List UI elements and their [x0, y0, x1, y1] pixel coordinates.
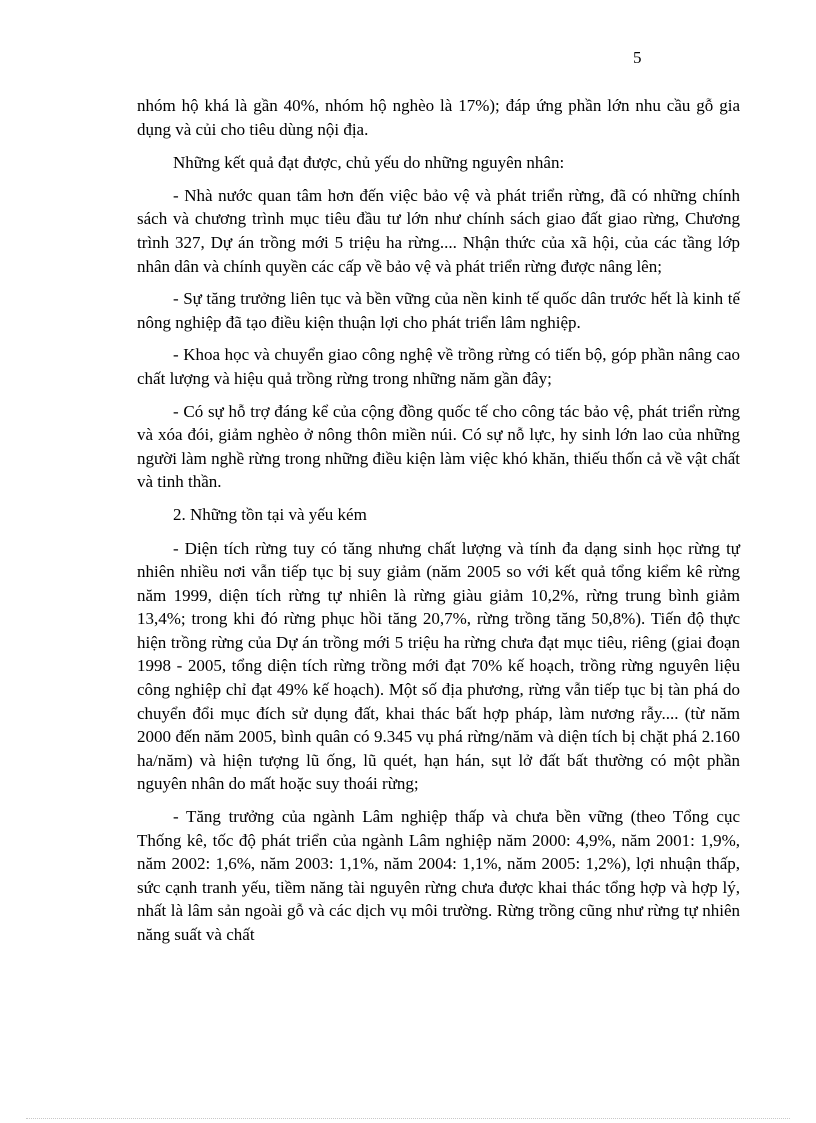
- paragraph-low-growth: - Tăng trưởng của ngành Lâm nghiệp thấp và chưa bền vững (theo Tổng cục Thống kê, tốc độ phát triển của ngành Lâm nghiệp năm 2000: 4,9%, năm 2001: 1,9%, năm 2002: 1,6%, năm 2003: 1,1%, năm 2004: 1,1%, năm 2005: 1,2%), lợi nhuận thấp, sức cạnh tranh yếu, tiềm năng tài nguyên rừng chưa được khai thác tổng hợp và hợp lý, nhất là lâm sản ngoài gỗ và các dịch vụ môi trường. Rừng trồng cũng như rừng tự nhiên năng suất và chất: [137, 807, 740, 944]
- paragraph-international-support: - Có sự hỗ trợ đáng kể của cộng đồng quốc tế cho công tác bảo vệ, phát triển rừng và xóa đói, giảm nghèo ở nông thôn miền núi. Có sự nỗ lực, hy sinh lớn lao của những người làm nghề rừng trong những điều kiện làm việc khó khăn, thiếu thốn cả về vật chất và tinh thần.: [137, 401, 740, 492]
- page-bottom-edge: [26, 1118, 790, 1119]
- paragraph-forest-quality-decline: - Diện tích rừng tuy có tăng nhưng chất lượng và tính đa dạng sinh học rừng tự nhiên nhiều nơi vẫn tiếp tục bị suy giảm (năm 2005 so với kết quả tổng kiểm kê rừng năm 1999, diện tích rừng tự nhiên là rừng giàu giảm 10,2%, rừng trung bình giảm 13,4%; trong khi đó rừng phục hồi tăng 20,7%, rừng trồng tăng 50,8%). Tiến độ thực hiện trồng rừng của Dự án trồng mới 5 triệu ha rừng chưa đạt mục tiêu, riêng (giai đoạn 1998 - 2005, tổng diện tích rừng trồng mới đạt 70% kế hoạch, trồng rừng nguyên liệu công nghiệp chỉ đạt 49% kế hoạch). Một số địa phương, rừng vẫn tiếp tục bị tàn phá do chuyển đổi mục đích sử dụng đất, khai thác bất hợp pháp, làm nương rẫy.... (từ năm 2000 đến năm 2005, bình quân có 9.345 vụ phá rừng/năm và diện tích bị chặt phá 2.160 ha/năm) và hiện tượng lũ ống, lũ quét, hạn hán, sụt lở đất bất thường có một phần nguyên nhân do mất hoặc suy thoái rừng;: [137, 538, 740, 794]
- paragraph-state-policy: - Nhà nước quan tâm hơn đến việc bảo vệ và phát triển rừng, đã có những chính sách và chương trình mục tiêu đầu tư lớn như chính sách giao đất giao rừng, Chương trình 327, Dự án trồng mới 5 triệu ha rừng.... Nhận thức của xã hội, của các tầng lớp nhân dân và chính quyền các cấp về bảo vệ và phát triển rừng được nâng lên;: [137, 185, 740, 276]
- paragraph-science-technology: - Khoa học và chuyển giao công nghệ về trồng rừng có tiến bộ, góp phần nâng cao chất lượng và hiệu quả trồng rừng trong những năm gần đây;: [137, 345, 740, 388]
- section-heading-weaknesses: 2. Những tồn tại và yếu kém: [173, 504, 367, 524]
- paragraph-economic-growth: - Sự tăng trưởng liên tục và bền vững của nền kinh tế quốc dân trước hết là kinh tế nông nghiệp đã tạo điều kiện thuận lợi cho phát triển lâm nghiệp.: [137, 289, 740, 332]
- paragraph-continuation: nhóm hộ khá là gần 40%, nhóm hộ nghèo là 17%); đáp ứng phần lớn nhu cầu gỗ gia dụng và củi cho tiêu dùng nội địa.: [137, 96, 740, 139]
- page-number: 5: [633, 48, 642, 67]
- document-body: [137, 94, 740, 956]
- paragraph-causes-intro: Những kết quả đạt được, chủ yếu do những nguyên nhân:: [173, 153, 565, 173]
